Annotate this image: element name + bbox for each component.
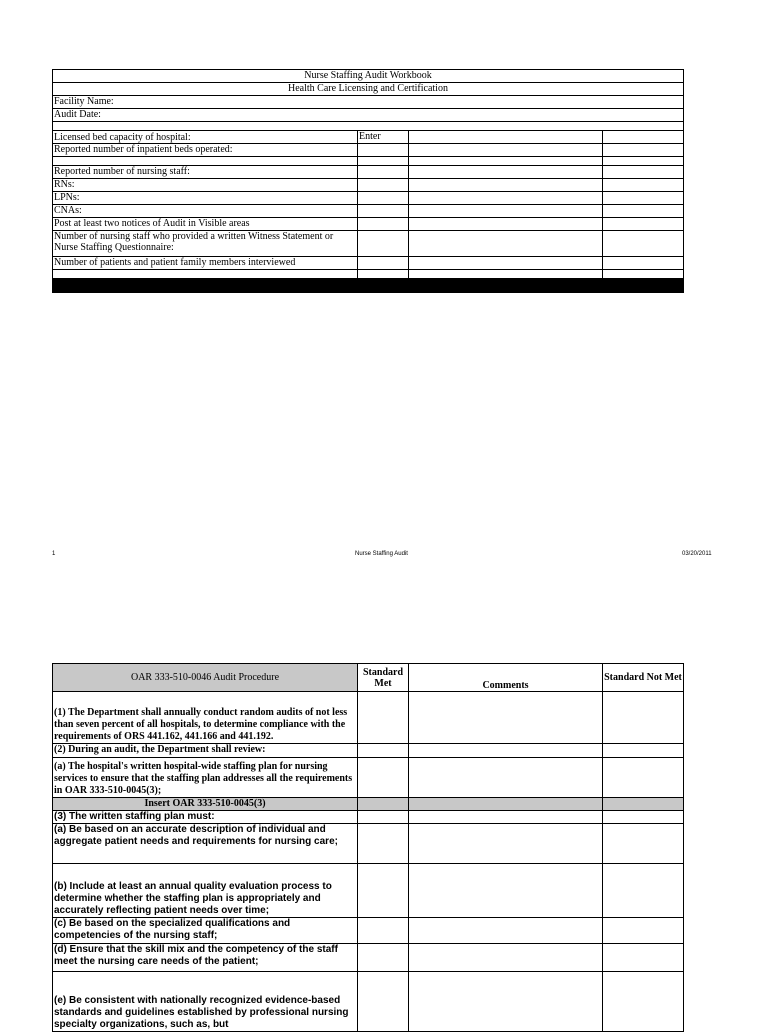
met-cell[interactable] <box>358 692 409 744</box>
met-cell[interactable] <box>358 811 409 824</box>
not-met-cell[interactable] <box>603 972 684 1032</box>
blank-cell <box>603 157 684 166</box>
notices-cell-2[interactable] <box>409 218 603 231</box>
blank-cell <box>53 157 358 166</box>
lpns-cell-2[interactable] <box>409 192 603 205</box>
witness-label: Number of nursing staff who provided a written Witness Statement or Nurse Staffing Questionnaire: <box>53 231 358 257</box>
comments-header: Comments <box>409 664 603 692</box>
comments-cell[interactable] <box>409 972 603 1032</box>
cnas-cell-3[interactable] <box>603 205 684 218</box>
comments-cell[interactable] <box>409 824 603 864</box>
rns-cell-2[interactable] <box>409 179 603 192</box>
licensed-beds-label: Licensed bed capacity of hospital: <box>53 131 358 144</box>
not-met-cell[interactable] <box>603 944 684 972</box>
notices-cell-3[interactable] <box>603 218 684 231</box>
not-met-cell <box>603 798 684 811</box>
not-met-cell[interactable] <box>603 918 684 944</box>
comments-cell[interactable] <box>409 944 603 972</box>
rns-label: RNs: <box>53 179 358 192</box>
witness-cell-3[interactable] <box>603 231 684 257</box>
procedure-row-2: (2) During an audit, the Department shall review: <box>53 744 358 758</box>
footer-title: Nurse Staffing Audit <box>355 551 408 557</box>
inpatient-beds-cell-3[interactable] <box>603 144 684 157</box>
nursing-staff-cell-3[interactable] <box>603 166 684 179</box>
lpns-cell-3[interactable] <box>603 192 684 205</box>
cnas-label: CNAs: <box>53 205 358 218</box>
patients-cell-3[interactable] <box>603 257 684 270</box>
workbook-info-table <box>52 69 684 293</box>
inpatient-beds-cell-1[interactable] <box>358 144 409 157</box>
blank-cell <box>409 157 603 166</box>
nursing-staff-cell-2[interactable] <box>409 166 603 179</box>
met-cell[interactable] <box>358 972 409 1032</box>
patients-label: Number of patients and patient family members interviewed <box>53 257 358 270</box>
nursing-staff-cell-1[interactable] <box>358 166 409 179</box>
met-cell[interactable] <box>358 824 409 864</box>
blank-cell <box>603 270 684 279</box>
audit-date-label: Audit Date: <box>54 109 101 120</box>
blank-cell <box>358 270 409 279</box>
footer-date: 03/20/2011 <box>682 551 712 557</box>
met-cell[interactable] <box>358 864 409 918</box>
licensed-beds-cell-2[interactable] <box>409 131 603 144</box>
lpns-cell-1[interactable] <box>358 192 409 205</box>
licensed-beds-enter-cell[interactable]: Enter <box>358 131 409 144</box>
standard-not-met-header: Standard Not Met <box>603 664 684 692</box>
comments-cell[interactable] <box>409 864 603 918</box>
blank-cell <box>409 270 603 279</box>
inpatient-beds-cell-2[interactable] <box>409 144 603 157</box>
comments-cell[interactable] <box>409 811 603 824</box>
procedure-row-3b: (b) Include at least an annual quality evaluation process to determine whether the staffing plan is appropriately and accurately reflecting patient needs over time; <box>53 864 358 918</box>
witness-cell-2[interactable] <box>409 231 603 257</box>
comments-cell[interactable] <box>409 692 603 744</box>
patients-cell-2[interactable] <box>409 257 603 270</box>
black-bar <box>53 279 684 293</box>
comments-cell[interactable] <box>409 758 603 798</box>
met-cell[interactable] <box>358 758 409 798</box>
met-cell <box>358 798 409 811</box>
procedure-row-3: (3) The written staffing plan must: <box>53 811 358 824</box>
not-met-cell[interactable] <box>603 744 684 758</box>
comments-cell[interactable] <box>409 744 603 758</box>
not-met-cell[interactable] <box>603 864 684 918</box>
rns-cell-3[interactable] <box>603 179 684 192</box>
procedure-row-2a: (a) The hospital's written hospital-wide staffing plan for nursing services to ensure that the staffing plan addresses all the requirements in OAR 333-510-0045(3); <box>53 758 358 798</box>
audit-procedure-table <box>52 663 684 1032</box>
procedure-row-3c: (c) Be based on the specialized qualifications and competencies of the nursing staff; <box>53 918 358 944</box>
witness-cell-1[interactable] <box>358 231 409 257</box>
procedure-row-3e: (e) Be consistent with nationally recognized evidence-based standards and guidelines established by professional nursing specialty organizations, such as, but <box>53 972 358 1032</box>
rns-cell-1[interactable] <box>358 179 409 192</box>
facility-name-label: Facility Name: <box>54 96 114 107</box>
procedure-row-3d: (d) Ensure that the skill mix and the competency of the staff meet the nursing care needs of the patient; <box>53 944 358 972</box>
patients-cell-1[interactable] <box>358 257 409 270</box>
insert-oar-row: Insert OAR 333-510-0045(3) <box>53 798 358 811</box>
nursing-staff-label: Reported number of nursing staff: <box>53 166 358 179</box>
footer-page-number: 1 <box>52 551 56 557</box>
lpns-label: LPNs: <box>53 192 358 205</box>
workbook-title: Nurse Staffing Audit Workbook <box>53 70 684 83</box>
not-met-cell[interactable] <box>603 811 684 824</box>
inpatient-beds-label: Reported number of inpatient beds operated: <box>53 144 358 157</box>
cnas-cell-1[interactable] <box>358 205 409 218</box>
procedure-row-3a: (a) Be based on an accurate description of individual and aggregate patient needs and requirements for nursing care; <box>53 824 358 864</box>
not-met-cell[interactable] <box>603 692 684 744</box>
cnas-cell-2[interactable] <box>409 205 603 218</box>
not-met-cell[interactable] <box>603 758 684 798</box>
procedure-header: OAR 333-510-0046 Audit Procedure <box>53 664 358 692</box>
met-cell[interactable] <box>358 918 409 944</box>
notices-cell-1[interactable] <box>358 218 409 231</box>
workbook-subtitle: Health Care Licensing and Certification <box>53 83 684 96</box>
audit-date-field[interactable] <box>53 109 684 122</box>
met-cell[interactable] <box>358 944 409 972</box>
standard-met-header: Standard Met <box>358 664 409 692</box>
facility-name-field[interactable] <box>53 96 684 109</box>
met-cell[interactable] <box>358 744 409 758</box>
procedure-row-1: (1) The Department shall annually conduct random audits of not less than seven percent of all hospitals, to determine compliance with the requirements of ORS 441.162, 441.166 and 441.192. <box>53 692 358 744</box>
licensed-beds-cell-3[interactable] <box>603 131 684 144</box>
notices-label: Post at least two notices of Audit in Visible areas <box>53 218 358 231</box>
comments-cell[interactable] <box>409 918 603 944</box>
not-met-cell[interactable] <box>603 824 684 864</box>
comments-cell <box>409 798 603 811</box>
blank-cell <box>53 270 358 279</box>
blank-row <box>53 122 684 131</box>
blank-cell <box>358 157 409 166</box>
